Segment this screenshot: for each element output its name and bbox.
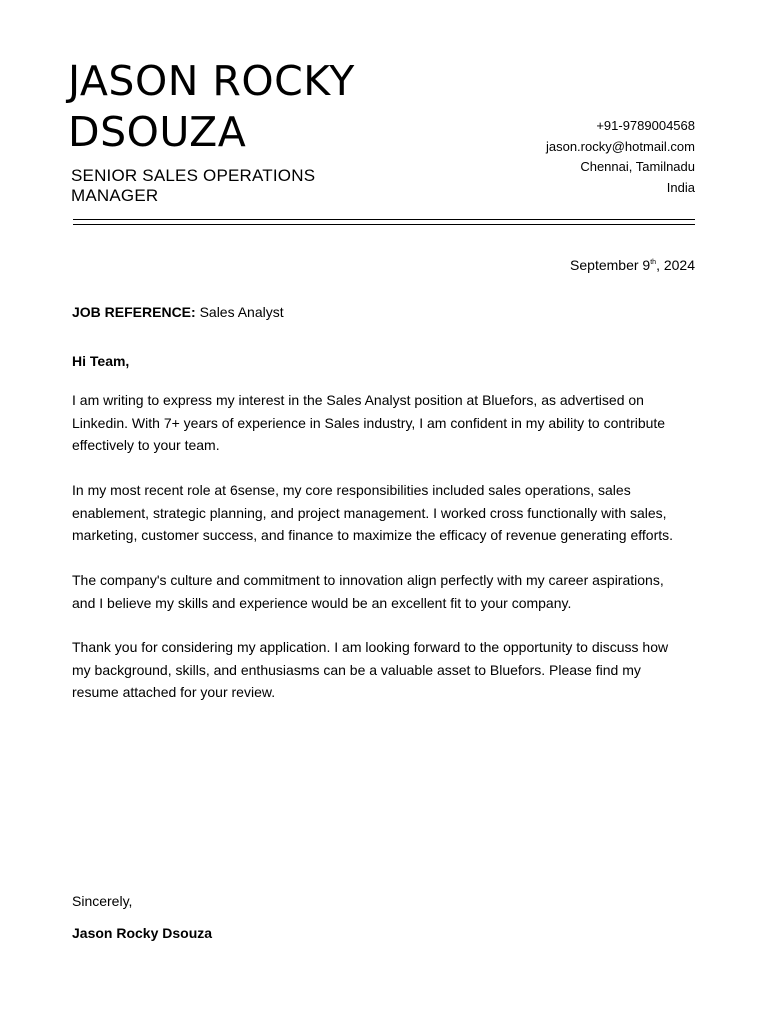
job-reference <box>72 303 284 321</box>
paragraph-line: Linkedin. With 7+ years of experience in Sales industry, I am confident in my ability to contribute <box>72 414 666 431</box>
job-title-line-1: SENIOR SALES OPERATIONS <box>71 166 316 185</box>
paragraph-line: The company's culture and commitment to innovation align perfectly with my career aspirations, <box>72 572 664 588</box>
applicant-name <box>68 56 355 158</box>
greeting: Hi Team, <box>72 353 130 369</box>
paragraph-line: Thank you for considering my application. I am looking forward to the opportunity to discuss how <box>72 639 669 655</box>
email-address: jason.rocky@hotmail.com <box>545 138 695 154</box>
header-divider-top <box>73 219 695 220</box>
job-reference-label: JOB REFERENCE: <box>72 304 196 320</box>
applicant-name-line-2: DSOUZA <box>68 108 247 156</box>
signature-name: Jason Rocky Dsouza <box>72 925 213 941</box>
paragraph-line: In my most recent role at 6sense, my core responsibilities included sales operations, sales <box>72 482 631 498</box>
country: India <box>666 179 695 195</box>
paragraph-line: I am writing to express my interest in the Sales Analyst position at Bluefors, as advertised on <box>72 392 644 408</box>
body-paragraph-2 <box>72 479 702 547</box>
body-paragraph-4 <box>72 636 702 704</box>
job-title-line-2: MANAGER <box>71 186 159 205</box>
job-title <box>71 166 315 206</box>
closing: Sincerely, <box>72 893 133 909</box>
paragraph-line: enablement, strategic planning, and project management. I worked cross functionally with sales, <box>72 504 667 521</box>
city: Chennai, Tamilnadu <box>580 159 695 175</box>
phone-number: +91-9789004568 <box>596 118 695 133</box>
contact-block <box>546 116 695 198</box>
header-divider-bottom <box>73 224 695 225</box>
letter-date <box>570 254 695 274</box>
body-paragraph-3 <box>72 569 702 614</box>
job-reference-value: Sales Analyst <box>195 304 284 320</box>
paragraph-line: my background, skills, and enthusiasms can be a valuable asset to Bluefors. Please find my <box>72 661 641 678</box>
paragraph-line: effectively to your team. <box>72 437 220 454</box>
date-ordinal: th <box>650 259 657 266</box>
paragraph-line: and I believe my skills and experience would be an excellent fit to your company. <box>72 594 572 611</box>
applicant-name-line-1: JASON ROCKY <box>68 57 355 105</box>
body-paragraph-1 <box>72 389 702 457</box>
paragraph-line: marketing, customer success, and finance to maximize the efficacy of revenue generating efforts. <box>72 527 674 544</box>
date-month-day: September 9 <box>570 257 651 273</box>
date-year: , 2024 <box>656 257 695 273</box>
paragraph-line: resume attached for your review. <box>72 684 276 701</box>
